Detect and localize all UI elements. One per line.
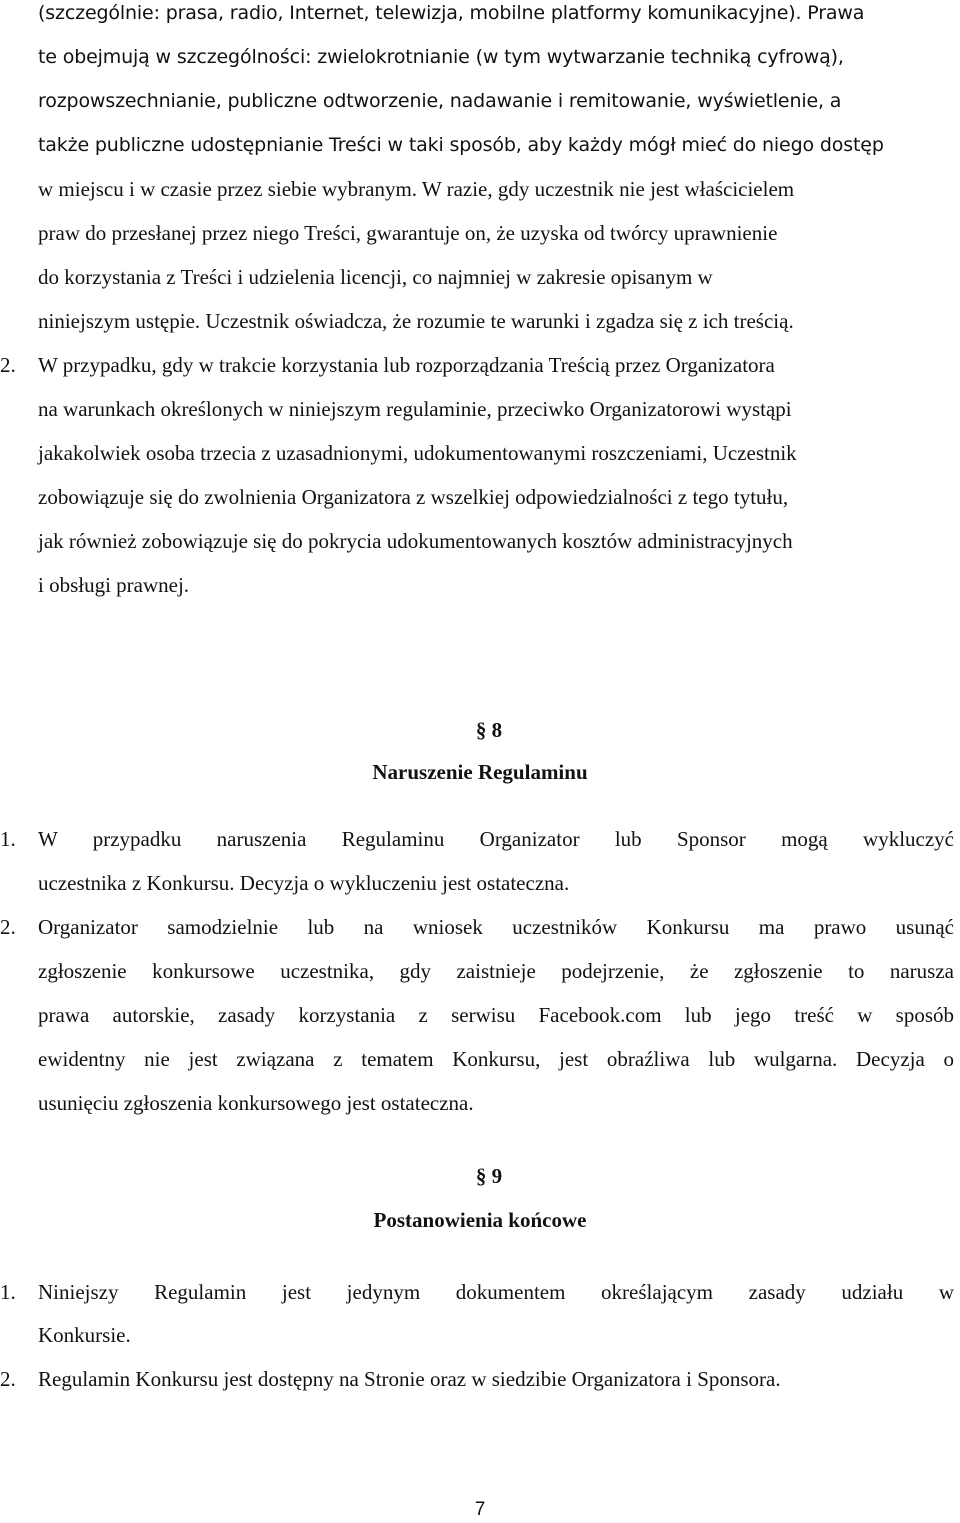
section-number: § 9: [475, 1164, 503, 1188]
list-item-line: jak również zobowiązuje się do pokrycia udokumentowanych kosztów administracyjnych: [38, 529, 793, 553]
paragraph-line: do korzystania z Treści i udzielenia licencji, co najmniej w zakresie opisanym w: [38, 265, 713, 289]
list-item-line: W przypadku, gdy w trakcie korzystania lub rozporządzania Treścią przez Organizatora: [38, 353, 775, 377]
list-item-number: 2.: [0, 915, 16, 939]
list-item-number: 1.: [0, 1280, 16, 1304]
section-title: Postanowienia końcowe: [373, 1208, 587, 1232]
page-number: 7: [474, 1499, 486, 1520]
paragraph-line: praw do przesłanej przez niego Treści, gwarantuje on, że uzyska od twórcy uprawnienie: [38, 221, 778, 245]
list-item-line: Konkursie.: [38, 1323, 131, 1347]
section-title: Naruszenie Regulaminu: [372, 760, 588, 784]
section-number: § 8: [475, 718, 503, 742]
list-item-number: 2.: [0, 1367, 16, 1391]
list-item-line: i obsługi prawnej.: [38, 573, 190, 597]
list-item-line: ewidentny nie jest związana z tematem Konkursu, jest obraźliwa lub wulgarna. Decyzja o: [38, 1047, 954, 1071]
list-item-line: prawa autorskie, zasady korzystania z serwisu Facebook.com lub jego treść w sposób: [38, 1003, 954, 1027]
list-item-line: W przypadku naruszenia Regulaminu Organizator lub Sponsor mogą wykluczyć: [38, 827, 954, 851]
list-item-line: usunięciu zgłoszenia konkursowego jest ostateczna.: [38, 1091, 474, 1115]
paragraph-line: w miejscu i w czasie przez siebie wybranym. W razie, gdy uczestnik nie jest właścicielem: [38, 177, 795, 201]
list-item-line: zgłoszenie konkursowe uczestnika, gdy zaistnieje podejrzenie, że zgłoszenie to narusza: [38, 959, 954, 983]
list-item-line: jakakolwiek osoba trzecia z uzasadnionymi, udokumentowanymi roszczeniami, Uczestnik: [38, 441, 797, 465]
list-item-line: Organizator samodzielnie lub na wniosek uczestników Konkursu ma prawo usunąć: [38, 915, 954, 939]
list-item-line: uczestnika z Konkursu. Decyzja o wykluczeniu jest ostateczna.: [38, 871, 570, 895]
list-item-number: 1.: [0, 827, 16, 851]
paragraph-line: rozpowszechnianie, publiczne odtworzenie, nadawanie i remitowanie, wyświetlenie, a: [38, 90, 842, 112]
list-item-line: na warunkach określonych w niniejszym regulaminie, przeciwko Organizatorowi wystąpi: [38, 397, 792, 421]
paragraph-line: także publiczne udostępnianie Treści w taki sposób, aby każdy mógł mieć do niego dostęp: [38, 134, 884, 156]
list-item-line: Regulamin Konkursu jest dostępny na Stronie oraz w siedzibie Organizatora i Sponsora.: [38, 1367, 781, 1391]
list-item-line: Niniejszy Regulamin jest jedynym dokumentem określającym zasady udziału w: [38, 1280, 954, 1304]
paragraph-line: niniejszym ustępie. Uczestnik oświadcza, że rozumie te warunki i zgadza się z ich treścią.: [38, 309, 794, 333]
paragraph-line: (szczególnie: prasa, radio, Internet, telewizja, mobilne platformy komunikacyjne). Prawa: [38, 2, 865, 24]
list-item-number: 2.: [0, 353, 16, 377]
paragraph-line: te obejmują w szczególności: zwielokrotnianie (w tym wytwarzanie techniką cyfrową),: [38, 46, 844, 68]
list-item-line: zobowiązuje się do zwolnienia Organizatora z wszelkiej odpowiedzialności z tego tytułu,: [38, 485, 789, 509]
